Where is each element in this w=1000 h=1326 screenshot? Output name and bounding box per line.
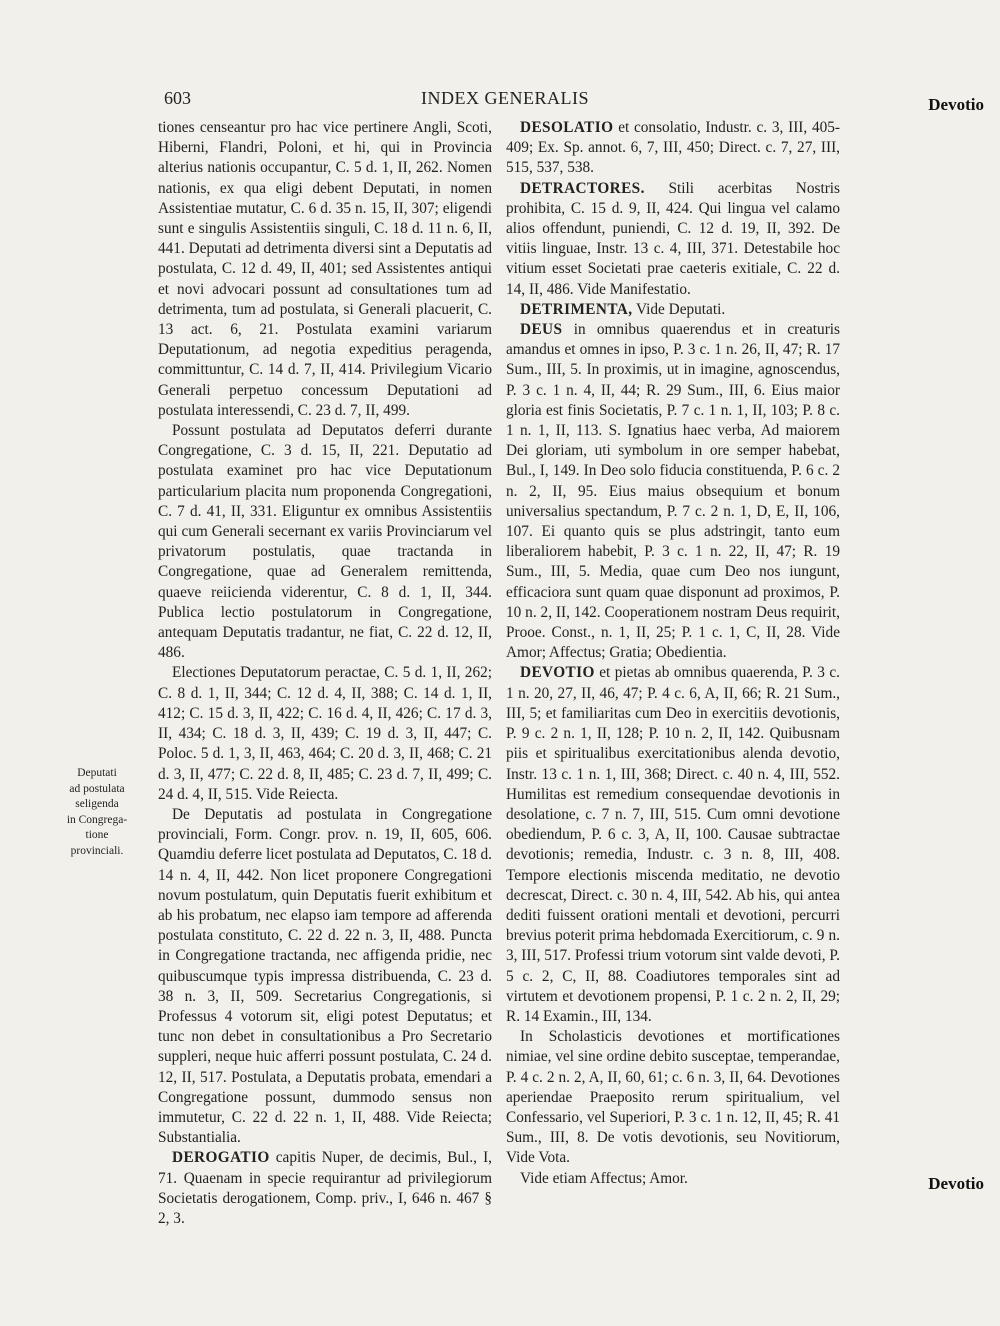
thumb-tab-bottom: Devotio — [928, 1174, 984, 1193]
margin-note — [52, 766, 142, 859]
right-column — [506, 118, 840, 1189]
index-paragraph: tiones censeantur pro hac vice pertinere Angli, Scoti, Hiberni, Flandri, Poloni, et hi, qui in Provincia alterius nationis occupantur, C. 5 d. 1, II, 262. Nomen nationis, ex qua eligi debent Deputati, in nomen Assistentiae mutatur, C. 6 d. 35 n. 15, II, 307; eligendi sunt e singulis Assistentiis singuli, C. 18 d. 11 n. 6, II, 441. Deputati ad detrimenta diversi sint a Deputatis ad postulata, C. 12 d. 49, II, 401; sed Assistentes antiqui et novi advocari possunt ad consultationes tum ad detrimenta, tum ad postulata, si Generali placuerit, C. 13 act. 6, 21. Postulata examini variarum Deputationum, ad negotia expeditius peragenda, committuntur, C. 14 d. 7, II, 414. Privilegium Vicario Generali perpetuo concessum Deputationi ad postulata interessendi, C. 23 d. 7, II, 499. — [158, 119, 492, 419]
index-entry: DETRIMENTA, Vide Deputati. — [520, 300, 726, 318]
index-entry: DETRACTORES. Stili acerbitas Nostris prohibita, C. 15 d. 9, II, 424. Qui lingua vel calamo alios offendunt, puniendi, C. 12 d. 19, II, 392. De vitiis linguae, Instr. 13 c. 4, III, 371. Detestabile hoc vitium esset Societati prae caeteris exitiale, C. 22 d. 14, II, 486. Vide Manifestatio. — [506, 179, 840, 298]
running-title: INDEX GENERALIS — [421, 88, 589, 108]
entry-headword: DEROGATIO — [172, 1149, 270, 1167]
index-entry: DEVOTIO et pietas ab omnibus quaerenda, P. 3 c. 1 n. 20, 27, II, 46, 47; P. 4 c. 6, A, II, 66; R. 21 Sum., III, 5; et familiaritas cum Deo in exercitiis devotionis, P. 9 c. 2 n. 1, II, 128; P. 10 n. 2, II, 142. Quibusnam piis et spiritualibus exercitationibus alenda devotio, Instr. 13 c. 1 n. 1, III, 368; Direct. c. 40 n. 4, III, 552. Humilitas est remedium consequendae devotionis in desolatione, c. 7 n. 7, III, 515. Cum omni devotione obediendum, P. 6 c. 3, A, II, 100. Causae subtractae devotionis; remedia, Industr. c. 3 n. 8, III, 408. Tempore electionis miscenda meditatio, ne devotio decrescat, Direct. c. 30 n. 4, III, 542. Ab his, qui antea dediti fuissent orationi mentali et devotioni, percurri brevius poterit prima hebdomada Exercitiorum, c. 9 n. 3, III, 517. Professi trium votorum sint valde devoti, P. 5 c. 2, C, II, 88. Coadiutores temporales sint ad virtutem et devotionem propensi, P. 1 c. 2 n. 2, II, 29; R. 14 Examin., III, 134. — [506, 664, 840, 1025]
index-paragraph: Electiones Deputatorum peractae, C. 5 d. 1, II, 262; C. 8 d. 1, II, 344; C. 12 d. 4, II, 388; C. 14 d. 1, II, 412; C. 15 d. 3, II, 422; C. 16 d. 4, II, 426; C. 17 d. 3, II, 434; C. 18 d. 3, II, 439; C. 19 d. 3, II, 447; C. Poloc. 5 d. 1, 3, II, 463, 464; C. 20 d. 3, II, 468; C. 21 d. 3, II, 477; C. 22 d. 8, II, 485; C. 23 d. 7, II, 499; C. 24 d. 4, II, 515. Vide Reiecta. — [158, 664, 492, 803]
left-column — [158, 118, 492, 1229]
margin-note-line: in Congrega- — [66, 813, 128, 826]
margin-note-line: tione — [85, 829, 109, 841]
index-paragraph: De Deputatis ad postulata in Congregatione provinciali, Form. Congr. prov. n. 19, II, 605, 606. Quamdiu deferre licet postulata ad Deputatos, C. 18 d. 14 n. 4, II, 442. Non licet proponere Congregationi novum postulatum, quin Deputatis fuerit exhibitum et ab his probatum, nec elapso iam tempore ad afferenda postulata constituto, C. 22 d. 22 n. 3, II, 488. Puncta in Congregatione tractanda, nec affigenda pridie, nec quibuscumque typis impressa distribuenda, C. 23 d. 38 n. 3, II, 509. Secretarius Congregationis, si Professus 4 votorum sit, eligi potest Deputatus; et tunc non debet in consultationibus a Pro Secretario suppleri, neque huic afferri possunt postulata, C. 24 d. 12, II, 517. Postulata, a Deputatis probata, emendari a Congregatione possunt, dummodo sensus non immutetur, C. 22 d. 22 n. 1, II, 488. Vide Reiecta; Substantialia. — [158, 805, 492, 1147]
running-head — [160, 88, 850, 114]
entry-headword: DEUS — [520, 321, 563, 339]
entry-headword: DETRACTORES. — [520, 179, 645, 197]
index-paragraph: In Scholasticis devotiones et mortificationes nimiae, vel sine ordine debito susceptae, temperandae, P. 4 c. 2 n. 2, A, II, 60, 61; c. 6 n. 3, II, 64. Devotiones aperiendae Praeposito rerum spiritualium, vel Confessario, vel Superiori, P. 3 c. 1 n. 12, II, 45; R. 41 Sum., III, 8. De votis devotionis, seu Novitiorum, Vide Vota. — [506, 1028, 840, 1167]
thumb-tab-top: Devotio — [928, 95, 984, 114]
index-entry: DEROGATIO capitis Nuper, de decimis, Bul., I, 71. Quaenam in specie requirantur ad privilegiorum Societatis derogationem, Comp. priv., I, 646 n. 467 § 2, 3. — [158, 1149, 492, 1227]
margin-note-line: Deputati — [77, 767, 117, 779]
entry-headword: DETRIMENTA, — [520, 300, 633, 318]
margin-note-line: seligenda — [75, 798, 119, 810]
index-paragraph: Possunt postulata ad Deputatos deferri durante Congregatione, C. 3 d. 15, II, 221. Deputatio ad postulata examinet pro hac vice Deputationum particularium placita num proponenda Congregationi, C. 7 d. 41, II, 331. Eliguntur ex omnibus Assistentiis qui cum Generali secernant ex variis Provinciarum vel privatorum postulatis, quae tractanda in Congregatione, quae ad Generalem remittenda, quaeve reiicienda viderentur, C. 8 d. 1, II, 344. Publica lectio postulatorum in Congregatione, antequam Deputatis tradantur, ne fiat, C. 22 d. 12, II, 486. — [158, 422, 492, 662]
index-paragraph: Vide etiam Affectus; Amor. — [520, 1169, 688, 1187]
index-entry: DEUS in omnibus quaerendus et in creaturis amandus et omnes in ipso, P. 3 c. 1 n. 26, II, 47; R. 17 Sum., III, 5. In proximis, ut in imagine, agnoscendus, P. 3 c. 1 n. 4, II, 44; R. 29 Sum., III, 6. Eius maior gloria est finis Societatis, P. 7 c. 1 n. 1, II, 103; P. 8 c. 1 n. 1, II, 113. S. Ignatius haec verba, Ad maiorem Dei gloriam, uti symbolum in ore semper habebat, Bul., I, 149. In Deo solo fiducia constituenda, P. 6 c. 2 n. 2, II, 95. Eius maius obsequium et bonum universalius spectandum, P. 7 c. 2 n. 1, D, E, II, 106, 107. Ei quanto quis se plus adstringit, tanto eum liberaliorem habebit, P. 3 c. 1 n. 22, II, 47; R. 19 Sum., III, 5. Media, quae cum Deo nos iungunt, efficaciora sunt quam quae disponunt ad proximos, P. 10 n. 2, II, 142. Cooperationem nostram Deus requirit, Prooe. Const., n. 1, II, 25; P. 1 c. 1, C, II, 28. Vide Amor; Affectus; Gratia; Obedientia. — [506, 321, 840, 662]
margin-note-line: ad postulata — [69, 782, 125, 795]
page-number: 603 — [164, 88, 191, 108]
margin-note-line: provinciali. — [70, 844, 124, 857]
entry-headword: DESOLATIO — [520, 119, 614, 136]
index-entry: DESOLATIO et consolatio, Industr. c. 3, III, 405-409; Ex. Sp. annot. 6, 7, III, 450; Direct. c. 7, 27, III, 515, 537, 538. — [506, 119, 840, 177]
entry-headword: DEVOTIO — [520, 664, 595, 682]
